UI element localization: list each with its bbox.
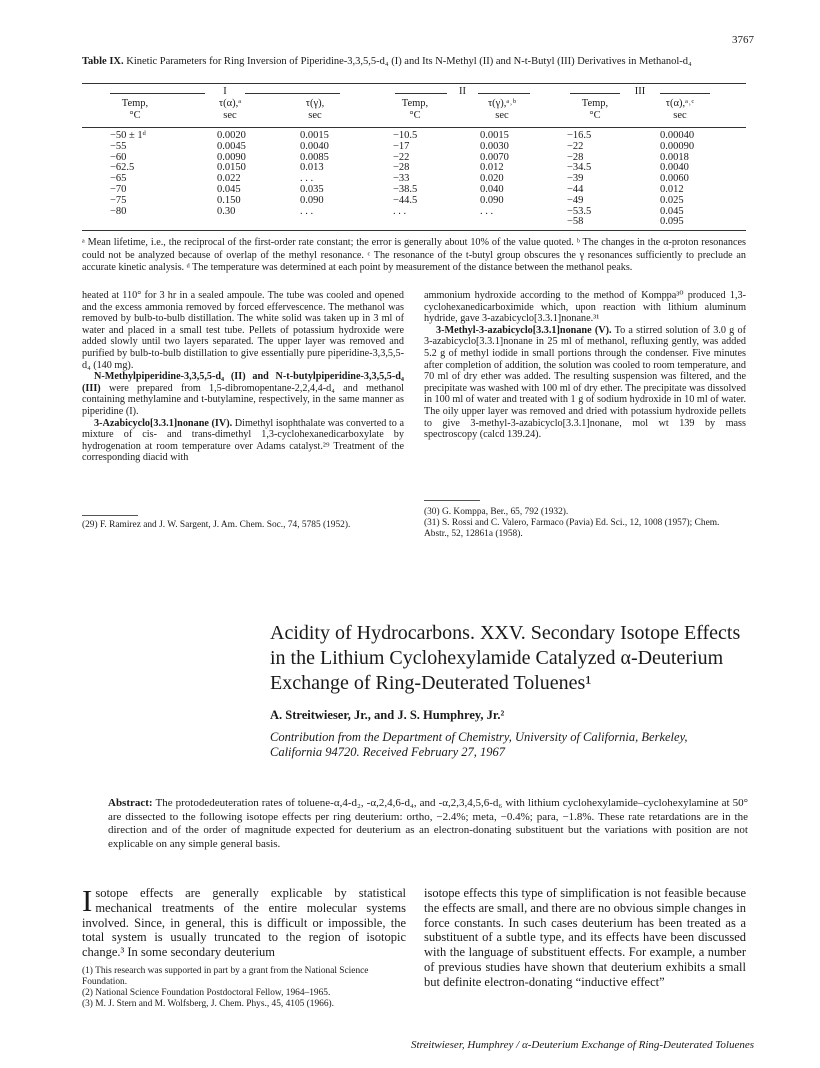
intro-left-text: sotope effects are generally explicable by statistical mechanical treatments of the entire molecular systems involved. Since, in general, this is difficult or impossible, the total system is usually truncated to the region of isotopic change.³ In some secondary deuterium: [82, 886, 406, 960]
abstract: [108, 797, 748, 851]
footnote-3: (3) M. J. Stern and M. Wolfsberg, J. Chem. Phys., 45, 4105 (1966).: [82, 999, 335, 1009]
article-authors: A. Streitwieser, Jr., and J. S. Humphrey, Jr.²: [270, 708, 505, 722]
column-tau-alpha-3: 0.00040 0.00090 0.0018 0.0040 0.0060 0.012 0.025 0.045 0.095: [660, 130, 695, 228]
header-temp-2: Temp, °C: [401, 98, 429, 121]
header-tau-gamma-1: τ(γ), sec: [305, 98, 325, 121]
column-temp-1: −50 ± 1ᵈ −55 −60 −62.5 −65 −70 −75 −80: [110, 130, 146, 217]
upper-left-paragraph-3: 3-Azabicyclo[3.3.1]nonane (IV). Dimethyl isophthalate was converted to a mixture of cis- and trans-dimethyl 1,3-cyclohexanedicarboxylate by hydrogenation at room temperature over Adams catalyst.²⁹ Treatment of the corresponding diacid with: [82, 417, 404, 464]
table-caption: [82, 55, 742, 68]
header-temp-3: Temp, °C: [581, 98, 609, 121]
article-title: Acidity of Hydrocarbons. XXV. Secondary Isotope Effects in the Lithium Cyclohexylamide Catalyzed α-Deuterium Exchange of Ring-Deuterated Toluenes¹: [270, 622, 741, 694]
footnote-rule-right: [424, 500, 480, 501]
column-tau-gamma-2: 0.0015 0.0030 0.0070 0.012 0.020 0.040 0.090 . . .: [480, 130, 509, 217]
header-tau-alpha-3: τ(α),ᵃ˒ᶜ sec: [665, 98, 695, 121]
drop-cap: I: [82, 883, 93, 918]
intro-right-text: isotope effects this type of simplification is not feasible because the effects are small, and there are no obvious simple changes in force constants. In such cases deuterium has been treated as a substituent of a subtle type, and its effects have been discussed with the language of substituent effects. For example, a number of previous studies have shown that deuterium exhibits a small but definite electron-donating “inductive effect”: [424, 886, 746, 989]
upper-left-paragraph-1: heated at 110° for 3 hr in a sealed ampoule. The tube was cooled and opened and the excess ammonia removed by forced effervescence. The methanol was removed by bulb-to-bulb distillation. The white solid was taken up in 3 ml of water and placed in a small test tube. Pellets of potassium hydroxide were added slowly until two layers separated. The upper layer was removed and purified by bulb-to-bulb distillation to give essentially pure piperidine-3,3,5,5-d₄ (140 mg).: [82, 290, 404, 371]
footnote-rule-left: [82, 515, 138, 516]
footnote-30: (30) G. Komppa, Ber., 65, 792 (1932).: [424, 507, 569, 517]
abstract-label: Abstract:: [108, 797, 153, 809]
group-header-3: III: [570, 86, 710, 97]
upper-right-paragraph-1: ammonium hydroxide according to the method of Komppa³⁰ produced 1,3-cyclohexanedicarboximide which, upon reaction with lithium aluminum hydride, gave 3-azabicyclo[3.3.1]nonane.³¹: [424, 290, 746, 325]
column-temp-2: −10.5 −17 −22 −28 −33 −38.5 −44.5 . . .: [393, 130, 418, 217]
column-tau-alpha-1: 0.0020 0.0045 0.0090 0.0150 0.022 0.045 0.150 0.30: [217, 130, 246, 217]
upper-left-paragraph-2: N-Methylpiperidine-3,3,5,5-d₄ (II) and N-t-butylpiperidine-3,3,5,5-d₄ (III) were prepared from 1,5-dibromopentane-2,2,4,4-d₄ and methanol containing methylamine and t-butylamine, respectively, in the same manner as piperidine (I).: [82, 371, 404, 417]
upper-right-column: [424, 290, 746, 441]
header-tau-gamma-2: τ(γ),ᵃ˒ᵇ sec: [487, 98, 517, 121]
table-footnotes: ᵃ Mean lifetime, i.e., the reciprocal of the first-order rate constant; the error is generally about 10% of the value quoted. ᵇ The changes in the α-proton resonances could not be analyzed because of overlap of the methyl resonance. ᶜ The resonance of the t-butyl group obscures the γ resonances sufficiently to preclude an accurate kinetic analysis. ᵈ The temperature was determined at each point by measurement of the distance between the methanol peaks.: [82, 237, 746, 274]
header-temp-1: Temp, °C: [121, 98, 149, 121]
intro-footnotes: [82, 966, 406, 1010]
table-header-rule: [82, 127, 746, 128]
group-header-2: II: [395, 86, 530, 97]
table-caption-text: Kinetic Parameters for Ring Inversion of Piperidine-3,3,5,5-d₄ (I) and Its N-Methyl (II) and N-t-Butyl (III) Derivatives in Methanol-d₄: [126, 56, 692, 67]
running-footer: Streitwieser, Humphrey / α-Deuterium Exchange of Ring-Deuterated Toluenes: [410, 1039, 754, 1051]
column-temp-3: −16.5 −22 −28 −34.5 −39 −44 −49 −53.5 −58: [567, 130, 592, 228]
footnotes-30-31: [424, 507, 746, 540]
upper-right-paragraph-2: 3-Methyl-3-azabicyclo[3.3.1]nonane (V). To a stirred solution of 3.0 g of 3-azabicyclo[3.3.1]nonane in 25 ml of methanol, refluxing gently, was added 5.2 g of methyl iodide in small portions through the condenser. Five minutes after completion of addition, the solution was cooled to room temperature, and 70 ml of dry ether was added. The resulting suspension was filtered, and the precipitate was washed with 100 ml of dry ether. The precipitate was dissolved in 100 ml of water and treated with 1 g of sodium hydroxide in 10 ml of water. The oily upper layer was removed and dried with potassium hydroxide pellets to give 3-methyl-3-azabicyclo[3.3.1]nonane, mol wt 139 by mass spectroscopy (calcd 139.24).: [424, 324, 746, 441]
intro-right-column: [424, 886, 746, 990]
footnote-31: (31) S. Rossi and C. Valero, Farmaco (Pavia) Ed. Sci., 12, 1008 (1957); Chem. Abstr., 52, 12861a (1958).: [424, 518, 720, 539]
footnote-1: (1) This research was supported in part by a grant from the National Science Foundation.: [82, 966, 369, 987]
page-number: 3767: [732, 34, 754, 46]
table-top-rule: [82, 83, 746, 84]
upper-left-column: [82, 290, 404, 464]
group-header-1: I: [110, 86, 340, 97]
table-caption-label: Table IX.: [82, 56, 124, 67]
intro-left-column: [82, 883, 406, 960]
article-affiliation: Contribution from the Department of Chemistry, University of California, Berkeley, California 94720. Received February 27, 1967: [270, 730, 688, 759]
header-tau-alpha-1: τ(α),ᵃ sec: [218, 98, 242, 121]
footnote-29: (29) F. Ramirez and J. W. Sargent, J. Am. Chem. Soc., 74, 5785 (1952).: [82, 520, 351, 530]
abstract-text: The protodedeuteration rates of toluene-α,4-d₂, -α,2,4,6-d₄, and -α,2,3,4,5,6-d₆ with lithium cyclohexylamide–cyclohexylamine at 50° are dissected to the following isotope effects per ring deuterium: ortho, −2.4%; meta, −0.4%; para, −1.8%. These rate retardations are in the direction and of the order of magnitude expected for deuterium as an electron-donating substituent but the variations with position are not explicable on any simple general basis.: [108, 797, 748, 850]
table-bottom-rule: [82, 230, 746, 231]
footnote-2: (2) National Science Foundation Postdoctoral Fellow, 1964–1965.: [82, 988, 331, 998]
column-tau-gamma-1: 0.0015 0.0040 0.0085 0.013 . . . 0.035 0.090 . . .: [300, 130, 329, 217]
